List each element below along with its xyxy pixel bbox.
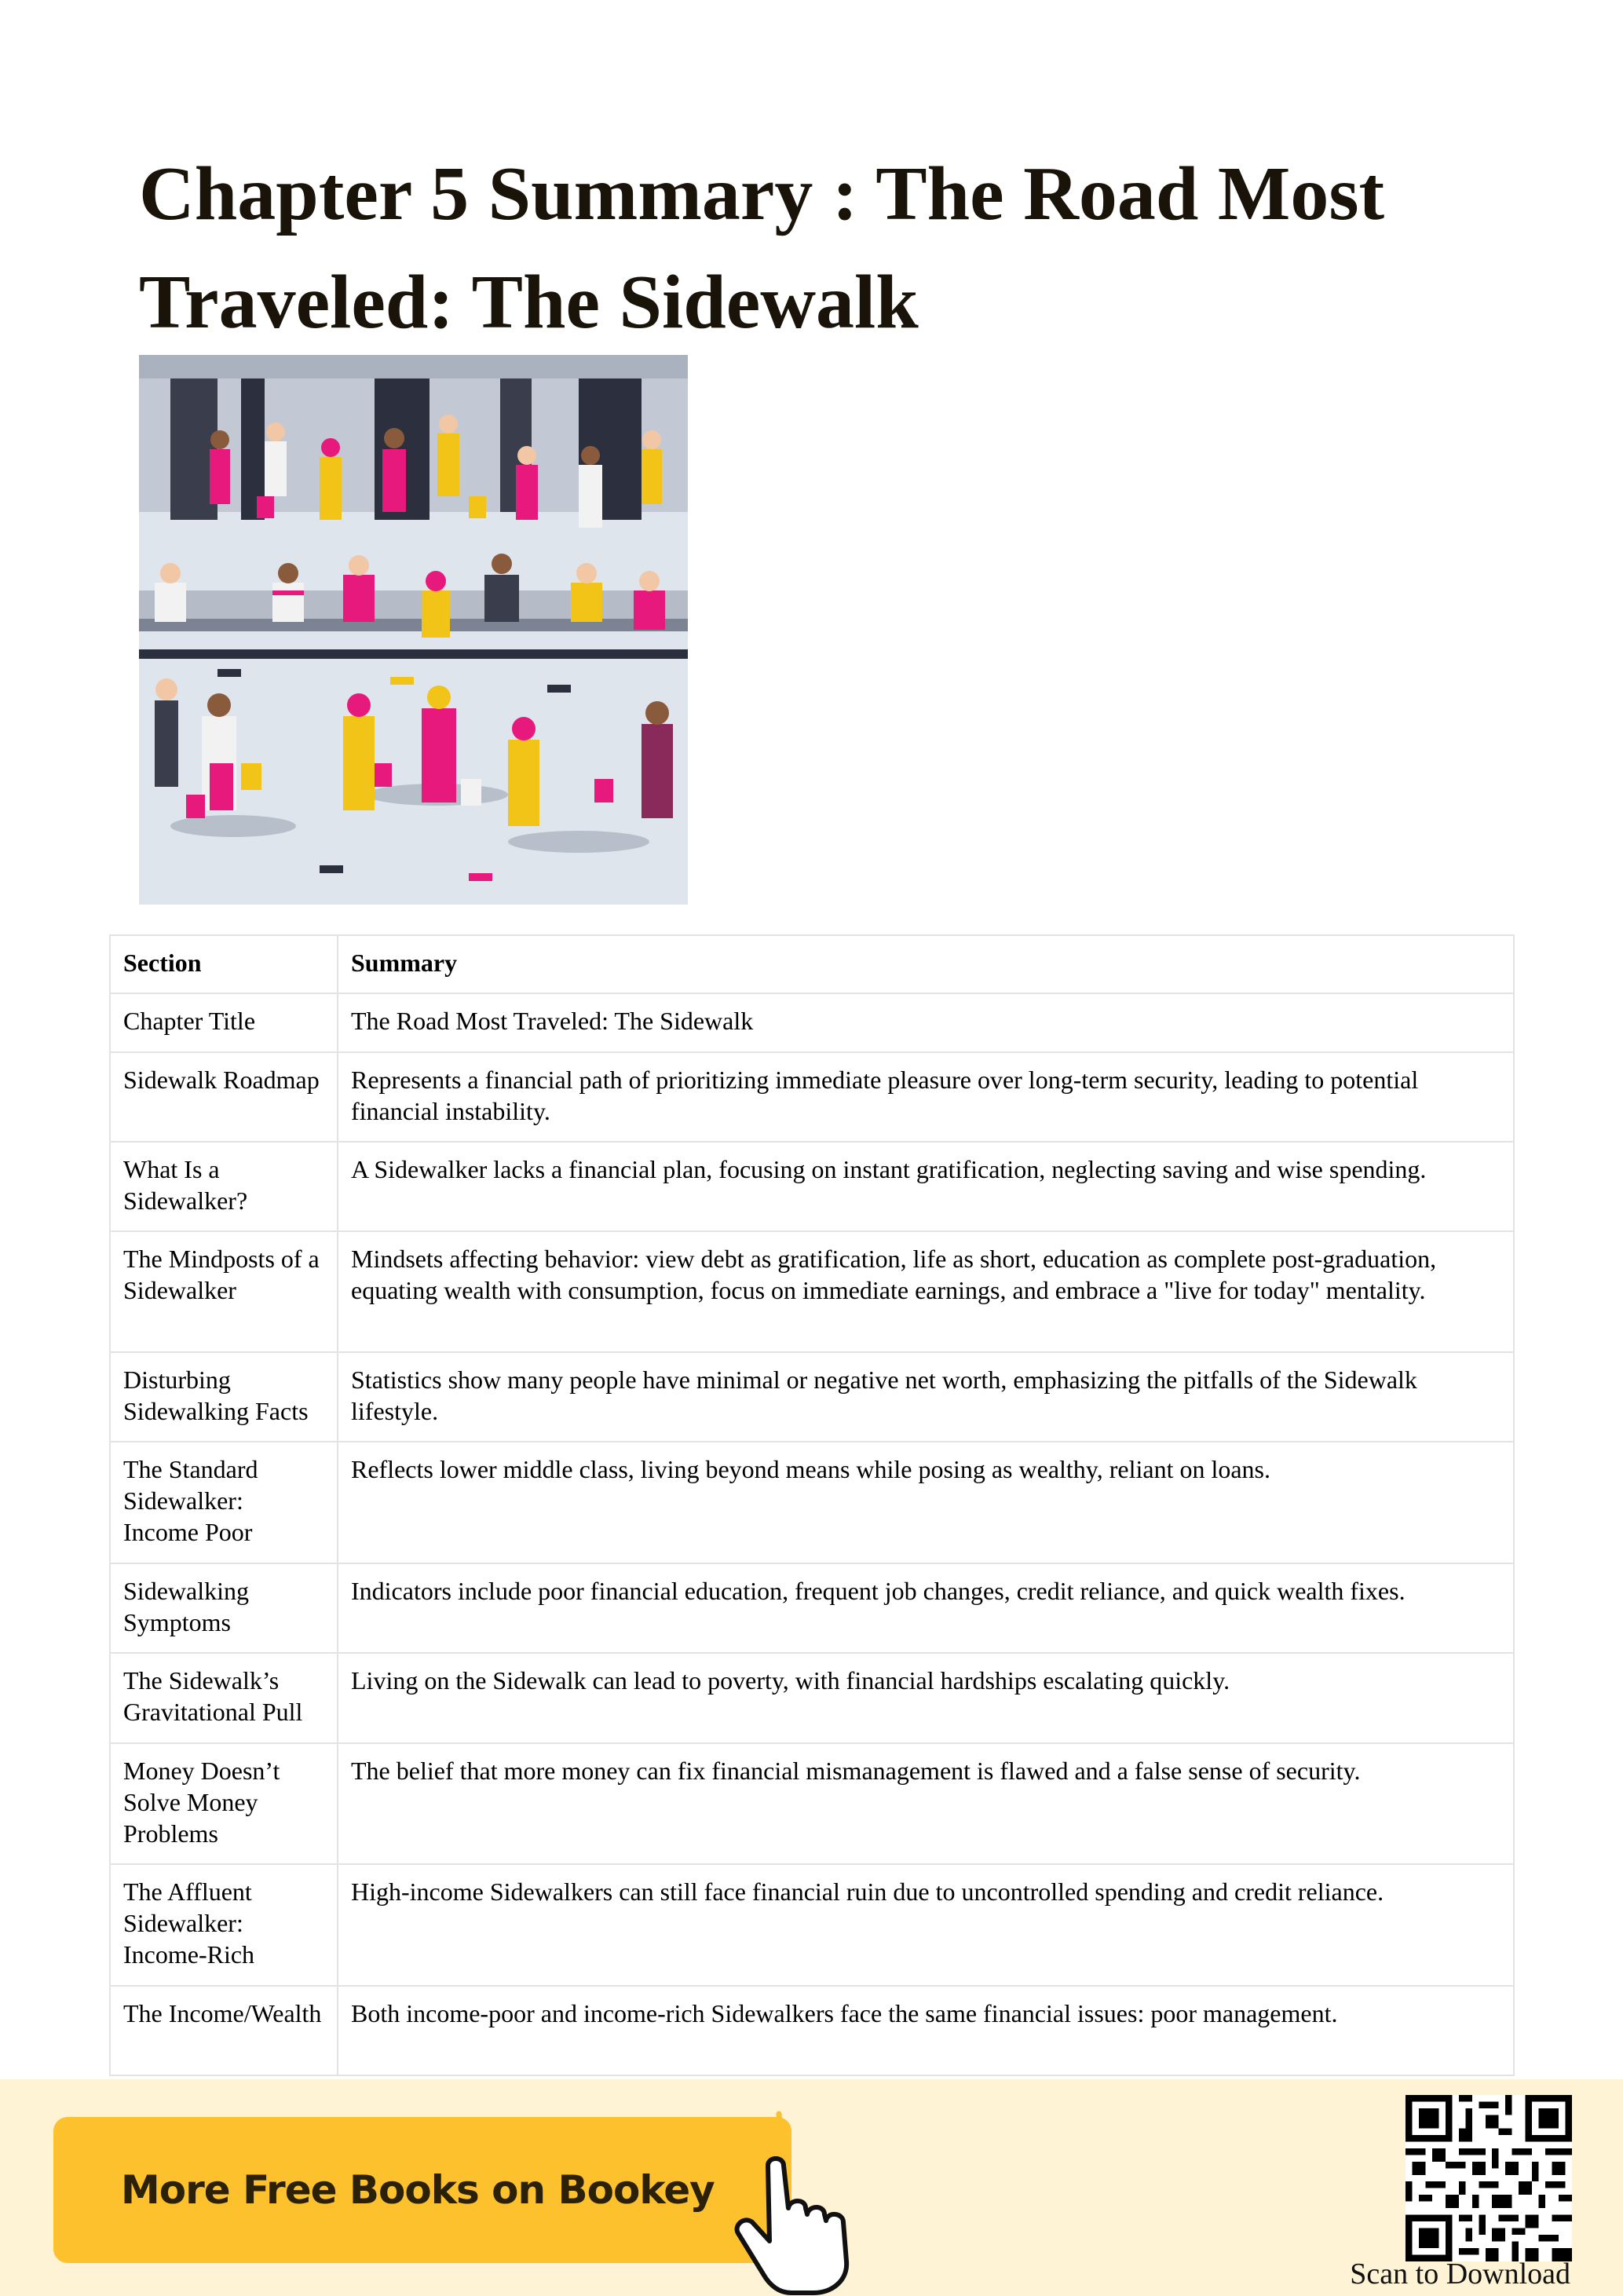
section-cell: The Income/Wealth	[110, 1986, 338, 2075]
summary-cell: The belief that more money can fix financial mismanagement is flawed and a false sense of security.	[338, 1743, 1514, 1864]
table-row	[110, 1743, 1514, 1864]
table-row	[110, 1142, 1514, 1231]
summary-cell: The Road Most Traveled: The Sidewalk	[338, 993, 1514, 1052]
page-title	[139, 140, 1474, 356]
summary-cell: Statistics show many people have minimal or negative net worth, emphasizing the pitfalls of the Sidewalk lifestyle.	[338, 1352, 1514, 1442]
section-cell: Sidewalking Symptoms	[110, 1563, 338, 1653]
summary-cell: Reflects lower middle class, living beyond means while posing as wealthy, reliant on loans.	[338, 1442, 1514, 1563]
table-row	[110, 993, 1514, 1052]
summary-table	[109, 934, 1515, 2076]
crowd-of-shoppers-illustration	[139, 355, 688, 905]
qr-code-icon	[1406, 2095, 1572, 2261]
summary-cell: Both income-poor and income-rich Sidewalkers face the same financial issues: poor management.	[338, 1986, 1514, 2075]
table-row	[110, 1352, 1514, 1442]
summary-cell: Indicators include poor financial education, frequent job changes, credit reliance, and quick wealth fixes.	[338, 1563, 1514, 1653]
section-cell: What Is a Sidewalker?	[110, 1142, 338, 1231]
section-cell: The Mindposts of a Sidewalker	[110, 1231, 338, 1352]
table-header-row	[110, 935, 1514, 993]
column-header-summary: Summary	[338, 935, 1514, 993]
summary-cell: High-income Sidewalkers can still face financial ruin due to uncontrolled spending and credit reliance.	[338, 1864, 1514, 1986]
table-row	[110, 1563, 1514, 1653]
table-row	[110, 1442, 1514, 1563]
page-title-line-2: Traveled: The Sidewalk	[139, 260, 919, 345]
table-row	[110, 1052, 1514, 1142]
section-cell: Money Doesn’t Solve Money Problems	[110, 1743, 338, 1864]
table-row	[110, 1986, 1514, 2075]
section-cell: The Standard Sidewalker: Income Poor	[110, 1442, 338, 1563]
footer-banner	[0, 2079, 1623, 2296]
more-free-books-button[interactable]: More Free Books on Bookey	[53, 2117, 791, 2263]
column-header-section: Section	[110, 935, 338, 993]
section-cell: The Sidewalk’s Gravitational Pull	[110, 1653, 338, 1743]
section-cell: Chapter Title	[110, 993, 338, 1052]
scan-to-download-label: Scan to Download	[1350, 2258, 1570, 2291]
page-title-line-1: Chapter 5 Summary : The Road Most	[139, 152, 1385, 236]
summary-cell: Represents a financial path of prioritizing immediate pleasure over long-term security, leading to potential financial instability.	[338, 1052, 1514, 1142]
summary-cell: Mindsets affecting behavior: view debt as gratification, life as short, education as complete post-graduation, equating wealth with consumption, focus on immediate earnings, and embrace a "live for today" mentality.	[338, 1231, 1514, 1352]
pointing-hand-icon	[707, 2111, 895, 2296]
section-cell: Disturbing Sidewalking Facts	[110, 1352, 338, 1442]
table-row	[110, 1864, 1514, 1986]
summary-cell: Living on the Sidewalk can lead to poverty, with financial hardships escalating quickly.	[338, 1653, 1514, 1743]
table-row	[110, 1653, 1514, 1743]
summary-cell: A Sidewalker lacks a financial plan, focusing on instant gratification, neglecting saving and wise spending.	[338, 1142, 1514, 1231]
section-cell: Sidewalk Roadmap	[110, 1052, 338, 1142]
section-cell: The Affluent Sidewalker: Income-Rich	[110, 1864, 338, 1986]
table-row	[110, 1231, 1514, 1352]
